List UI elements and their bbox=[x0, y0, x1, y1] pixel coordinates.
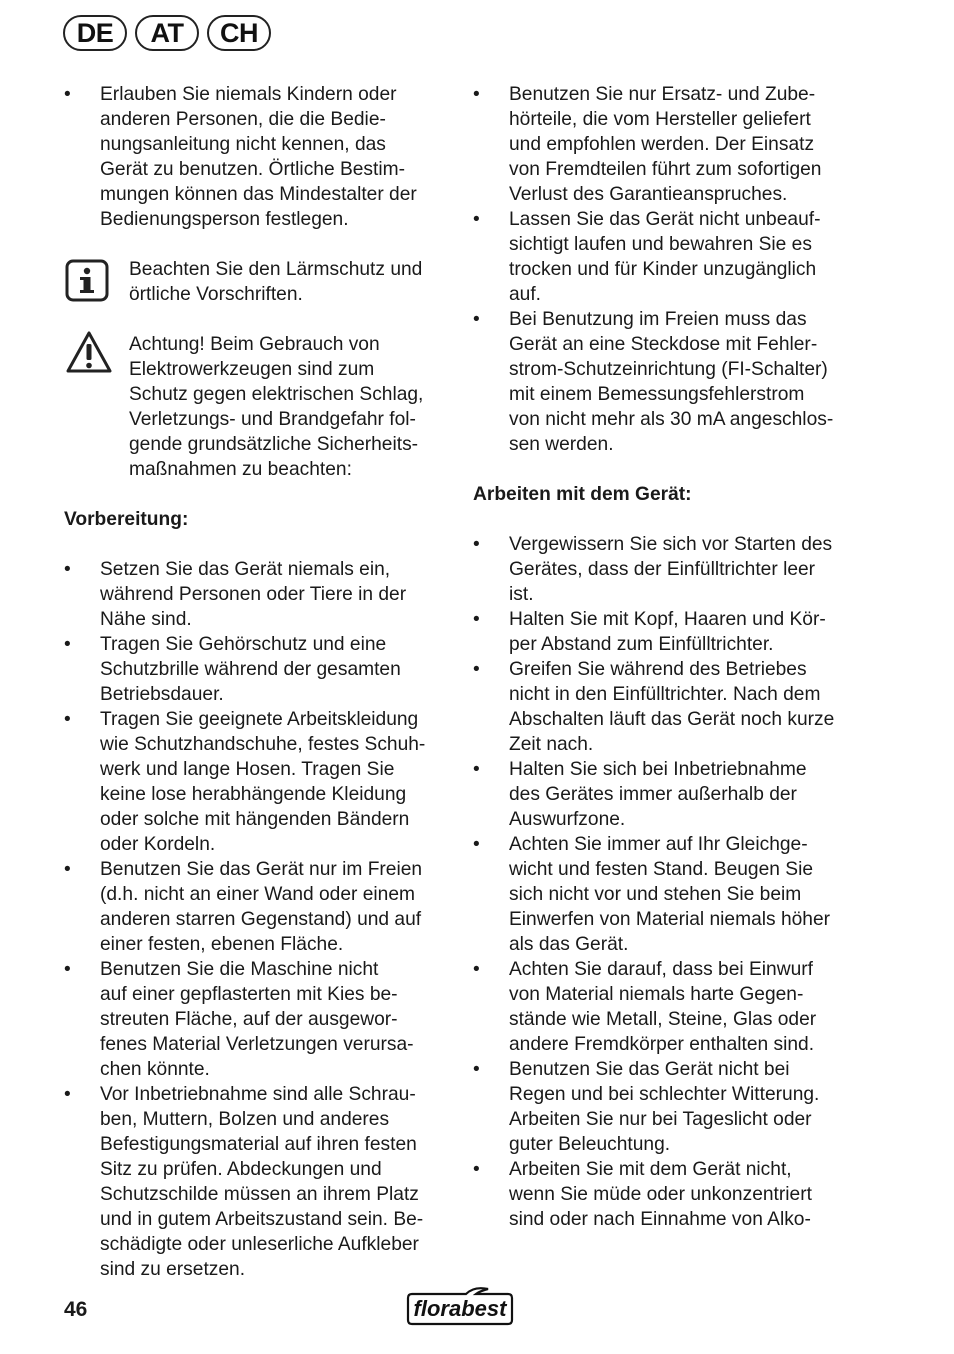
text-line: Setzen Sie das Gerät niemals ein, bbox=[100, 559, 391, 580]
text-line: auf einer gepflasterten mit Kies be- bbox=[100, 984, 398, 1005]
bullet bbox=[473, 307, 485, 332]
text-line: Achten Sie immer auf Ihr Gleichge- bbox=[509, 834, 808, 855]
text-line: Benutzen Sie nur Ersatz- und Zube- bbox=[509, 84, 816, 105]
list-item bbox=[64, 82, 454, 232]
bullet bbox=[473, 207, 485, 232]
text-line: Vergewissern Sie sich vor Starten des bbox=[509, 534, 833, 555]
bullet bbox=[473, 1157, 485, 1182]
list-item-text bbox=[100, 857, 454, 957]
list-item-text bbox=[509, 607, 873, 657]
info-note-text bbox=[129, 257, 454, 307]
text-line: Halten Sie mit Kopf, Haaren und Kör- bbox=[509, 609, 826, 630]
text-line: chen könnte. bbox=[100, 1059, 210, 1080]
text-line: Benutzen Sie das Gerät nur im Freien bbox=[100, 859, 423, 880]
warning-note-text bbox=[129, 332, 454, 482]
warning-note bbox=[64, 332, 454, 482]
list-item bbox=[473, 657, 873, 757]
text-line: als das Gerät. bbox=[509, 934, 629, 955]
text-line: (d.h. nicht an einer Wand oder einem bbox=[100, 884, 415, 905]
list-item bbox=[473, 207, 873, 307]
list-item-text bbox=[509, 207, 873, 307]
text-line: Gerät an eine Steckdose mit Fehler- bbox=[509, 334, 818, 355]
list-item-text bbox=[509, 82, 873, 207]
text-line: Sitz zu prüfen. Abdeckungen und bbox=[100, 1159, 382, 1180]
text-line: keine lose herabhängende Kleidung bbox=[100, 784, 407, 805]
text-line: sind zu ersetzen. bbox=[100, 1259, 246, 1280]
list-item bbox=[473, 1057, 873, 1157]
list-item bbox=[473, 757, 873, 832]
list-item-text bbox=[509, 832, 873, 957]
list-item bbox=[473, 307, 873, 457]
text-line: Vor Inbetriebnahme sind alle Schrau- bbox=[100, 1084, 416, 1105]
text-line: sichtigt laufen und bewahren Sie es bbox=[509, 234, 812, 255]
text-line: stände wie Metall, Steine, Glas oder bbox=[509, 1009, 817, 1030]
text-line: Erlauben Sie niemals Kindern oder bbox=[100, 84, 397, 105]
bullet bbox=[473, 82, 485, 107]
right-top-bullet-list bbox=[473, 82, 873, 457]
text-line: Tragen Sie geeignete Arbeitskleidung bbox=[100, 709, 419, 730]
text-line: Benutzen Sie das Gerät nicht bei bbox=[509, 1059, 790, 1080]
text-line: wie Schutzhandschuhe, festes Schuh- bbox=[100, 734, 426, 755]
text-line: und in gutem Arbeitszustand sein. Be- bbox=[100, 1209, 424, 1230]
bullet bbox=[473, 607, 485, 632]
text-line: andere Fremdkörper enthalten sind. bbox=[509, 1034, 815, 1055]
list-item-text bbox=[100, 707, 454, 857]
list-item-text bbox=[100, 632, 454, 707]
list-item bbox=[473, 532, 873, 607]
text-line: werk und lange Hosen. Tragen Sie bbox=[100, 759, 395, 780]
info-icon bbox=[64, 257, 110, 310]
text-line: schädigte oder unleserliche Aufkleber bbox=[100, 1234, 419, 1255]
text-line: sen werden. bbox=[509, 434, 614, 455]
intro-bullet-text bbox=[100, 82, 454, 232]
list-item-text bbox=[509, 657, 873, 757]
text-line: sich nicht vor und stehen Sie beim bbox=[509, 884, 802, 905]
text-line: des Gerätes immer außerhalb der bbox=[509, 784, 797, 805]
text-line: maßnahmen zu beachten: bbox=[129, 459, 352, 480]
text-line: Auswurfzone. bbox=[509, 809, 626, 830]
list-item bbox=[64, 632, 454, 707]
list-item bbox=[64, 557, 454, 632]
text-line: Achtung! Beim Gebrauch von bbox=[129, 334, 380, 355]
text-line: Nähe sind. bbox=[100, 609, 192, 630]
text-line: streuten Fläche, auf der ausgewor- bbox=[100, 1009, 398, 1030]
text-line: auf. bbox=[509, 284, 542, 305]
list-item-text bbox=[509, 1157, 873, 1232]
list-item-text bbox=[100, 1082, 454, 1282]
text-line: wenn Sie müde oder unkonzentriert bbox=[509, 1184, 812, 1205]
text-line: Beachten Sie den Lärmschutz und bbox=[129, 259, 423, 280]
text-line: einer festen, ebenen Fläche. bbox=[100, 934, 344, 955]
text-line: Einwerfen von Material niemals höher bbox=[509, 909, 831, 930]
list-item bbox=[473, 832, 873, 957]
text-line: oder Kordeln. bbox=[100, 834, 216, 855]
bullet bbox=[64, 957, 76, 982]
list-item-text bbox=[509, 307, 873, 457]
text-line: während Personen oder Tiere in der bbox=[100, 584, 407, 605]
text-line: ben, Muttern, Bolzen und anderes bbox=[100, 1109, 390, 1130]
right-column bbox=[473, 82, 873, 1232]
text-line: Bei Benutzung im Freien muss das bbox=[509, 309, 807, 330]
text-line: von Material niemals harte Gegen- bbox=[509, 984, 804, 1005]
bullet bbox=[473, 657, 485, 682]
text-line: gende grundsätzliche Sicherheits- bbox=[129, 434, 419, 455]
text-line: von nicht mehr als 30 mA angeschlos- bbox=[509, 409, 834, 430]
text-line: Elektrowerkzeugen sind zum bbox=[129, 359, 375, 380]
bullet bbox=[64, 632, 76, 657]
bullet bbox=[64, 1082, 76, 1107]
text-line: mungen können das Mindestalter der bbox=[100, 184, 417, 205]
text-line: hörteile, die vom Hersteller geliefert bbox=[509, 109, 811, 130]
text-line: oder solche mit hängenden Bändern bbox=[100, 809, 410, 830]
left-column bbox=[64, 82, 454, 1282]
text-line: fenes Material Verletzungen verursa- bbox=[100, 1034, 414, 1055]
text-line: Halten Sie sich bei Inbetriebnahme bbox=[509, 759, 807, 780]
text-line: Schutzschilde müssen an ihrem Platz bbox=[100, 1184, 419, 1205]
text-line: Zeit nach. bbox=[509, 734, 594, 755]
country-badge-at: AT bbox=[135, 15, 199, 51]
text-line: trocken und für Kinder unzugänglich bbox=[509, 259, 817, 280]
left-bullet-list bbox=[64, 557, 454, 1282]
text-line: Arbeiten Sie mit dem Gerät nicht, bbox=[509, 1159, 792, 1180]
text-line: Achten Sie darauf, dass bei Einwurf bbox=[509, 959, 813, 980]
text-line: Betriebsdauer. bbox=[100, 684, 224, 705]
text-line: wicht und festen Stand. Beugen Sie bbox=[509, 859, 814, 880]
text-line: Gerät zu benutzen. Örtliche Bestim- bbox=[100, 159, 405, 180]
info-note bbox=[64, 257, 454, 307]
list-item bbox=[64, 1082, 454, 1282]
bullet bbox=[473, 832, 485, 857]
text-line: Befestigungsmaterial auf ihren festen bbox=[100, 1134, 417, 1155]
list-item-text bbox=[100, 557, 454, 632]
list-item bbox=[473, 607, 873, 657]
list-item bbox=[64, 857, 454, 957]
list-item-text bbox=[509, 957, 873, 1057]
country-badge-ch: CH bbox=[207, 15, 271, 51]
country-badges bbox=[63, 15, 271, 51]
text-line: sind oder nach Einnahme von Alko- bbox=[509, 1209, 811, 1230]
text-line: mit einem Bemessungsfehlerstrom bbox=[509, 384, 805, 405]
bullet bbox=[64, 707, 76, 732]
text-line: guter Beleuchtung. bbox=[509, 1134, 671, 1155]
text-line: Lassen Sie das Gerät nicht unbeauf- bbox=[509, 209, 821, 230]
bullet bbox=[64, 857, 76, 882]
text-line: anderen Personen, die die Bedie- bbox=[100, 109, 386, 130]
page-number: 46 bbox=[64, 1298, 88, 1321]
text-line: Regen und bei schlechter Witterung. bbox=[509, 1084, 820, 1105]
right-bullet-list bbox=[473, 532, 873, 1232]
list-item bbox=[64, 957, 454, 1082]
text-line: Benutzen Sie die Maschine nicht bbox=[100, 959, 379, 980]
warning-triangle-icon bbox=[64, 327, 114, 384]
list-item bbox=[473, 82, 873, 207]
text-line: ist. bbox=[509, 584, 534, 605]
list-item bbox=[473, 957, 873, 1057]
bullet bbox=[473, 1057, 485, 1082]
bullet bbox=[64, 82, 76, 107]
text-line: Bedienungsperson festlegen. bbox=[100, 209, 349, 230]
bullet bbox=[473, 957, 485, 982]
text-line: Verletzungs- und Brandgefahr fol- bbox=[129, 409, 416, 430]
text-line: anderen starren Gegenstand) und auf bbox=[100, 909, 422, 930]
country-badge-de: DE bbox=[63, 15, 127, 51]
florabest-logo bbox=[404, 1284, 516, 1328]
text-line: strom-Schutzeinrichtung (FI-Schalter) bbox=[509, 359, 828, 380]
section-heading-arbeiten: Arbeiten mit dem Gerät: bbox=[473, 484, 692, 505]
text-line: Tragen Sie Gehörschutz und eine bbox=[100, 634, 387, 655]
list-item-text bbox=[509, 757, 873, 832]
text-line: Verlust des Garantieanspruches. bbox=[509, 184, 788, 205]
text-line: Schutzbrille während der gesamten bbox=[100, 659, 401, 680]
text-line: Abschalten läuft das Gerät noch kurze bbox=[509, 709, 835, 730]
bullet bbox=[473, 532, 485, 557]
text-line: Greifen Sie während des Betriebes bbox=[509, 659, 807, 680]
list-item-text bbox=[509, 1057, 873, 1157]
bullet bbox=[473, 757, 485, 782]
section-heading-vorbereitung: Vorbereitung: bbox=[64, 509, 189, 530]
text-line: und empfohlen werden. Der Einsatz bbox=[509, 134, 815, 155]
text-line: nungsanleitung nicht kennen, das bbox=[100, 134, 386, 155]
text-line: von Fremdteilen führt zum sofortigen bbox=[509, 159, 822, 180]
svg-text:florabest: florabest bbox=[413, 1296, 507, 1321]
list-item-text bbox=[100, 957, 454, 1082]
text-line: nicht in den Einfülltrichter. Nach dem bbox=[509, 684, 821, 705]
bullet bbox=[64, 557, 76, 582]
text-line: örtliche Vorschriften. bbox=[129, 284, 303, 305]
list-item-text bbox=[509, 532, 873, 607]
text-line: Arbeiten Sie nur bei Tageslicht oder bbox=[509, 1109, 812, 1130]
text-line: per Abstand zum Einfülltrichter. bbox=[509, 634, 774, 655]
text-line: Schutz gegen elektrischen Schlag, bbox=[129, 384, 424, 405]
list-item bbox=[473, 1157, 873, 1232]
text-line: Gerätes, dass der Einfülltrichter leer bbox=[509, 559, 816, 580]
list-item bbox=[64, 707, 454, 857]
